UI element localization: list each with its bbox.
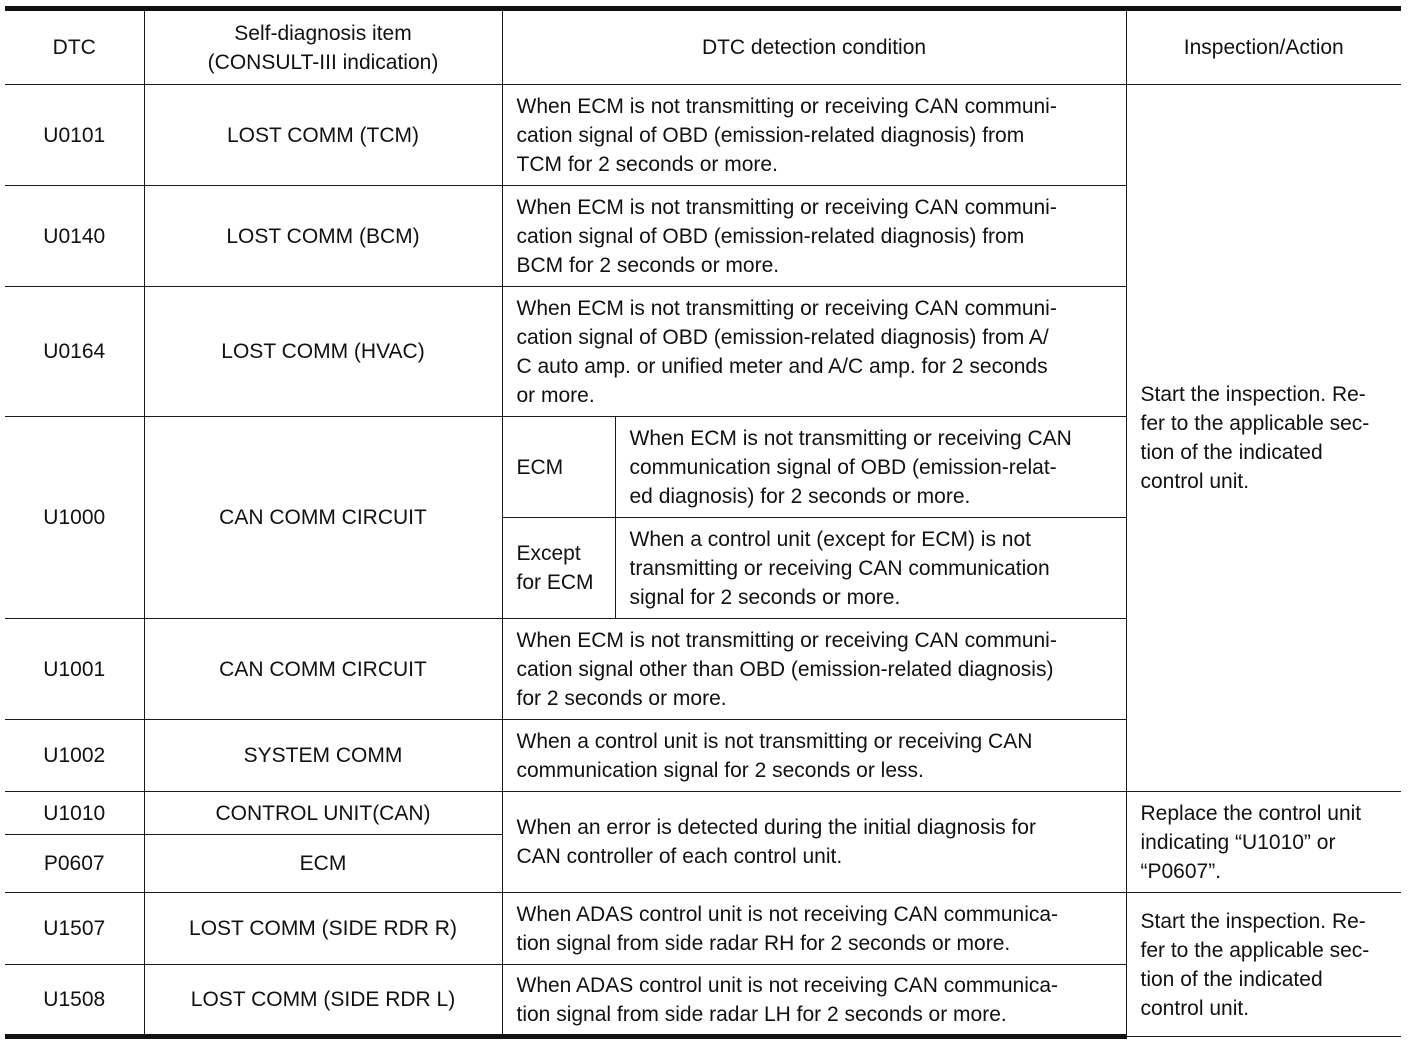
dtc-code: U1001 <box>5 619 144 720</box>
diagnosis-item: CONTROL UNIT(CAN) <box>144 792 502 835</box>
detection-condition: When ECM is not transmitting or receiving CAN communi- cation signal of OBD (emission-related diagnosis) from BCM for 2 seconds or more. <box>502 186 1126 287</box>
dtc-code: U1508 <box>5 965 144 1037</box>
dtc-code: U0140 <box>5 186 144 287</box>
dtc-code: U1010 <box>5 792 144 835</box>
detection-condition: When ECM is not transmitting or receiving CAN communi- cation signal other than OBD (emission-related diagnosis) for 2 seconds or more. <box>502 619 1126 720</box>
inspection-action: Start the inspection. Re- fer to the applicable sec- tion of the indicated control unit. <box>1126 893 1401 1037</box>
diagnosis-item: LOST COMM (TCM) <box>144 85 502 186</box>
detection-condition: When a control unit is not transmitting or receiving CAN communication signal for 2 seconds or less. <box>502 720 1126 792</box>
detection-condition: When ECM is not transmitting or receiving CAN communication signal of OBD (emission-relat- ed diagnosis) for 2 seconds or more. <box>615 417 1126 518</box>
header-inspection-action: Inspection/Action <box>1126 9 1401 85</box>
dtc-code: U1000 <box>5 417 144 619</box>
inspection-action: Start the inspection. Re- fer to the applicable sec- tion of the indicated control unit. <box>1126 85 1401 792</box>
sub-unit-label: Except for ECM <box>502 518 615 619</box>
detection-condition: When ADAS control unit is not receiving CAN communica- tion signal from side radar LH for 2 seconds or more. <box>502 965 1126 1037</box>
diagnosis-item: LOST COMM (SIDE RDR R) <box>144 893 502 965</box>
inspection-action: Replace the control unit indicating “U1010” or “P0607”. <box>1126 792 1401 893</box>
header-dtc: DTC <box>5 9 144 85</box>
dtc-table <box>5 6 1401 1039</box>
header-self-diagnosis-item: Self-diagnosis item (CONSULT-III indication) <box>144 9 502 85</box>
detection-condition: When ECM is not transmitting or receiving CAN communi- cation signal of OBD (emission-related diagnosis) from TCM for 2 seconds or more. <box>502 85 1126 186</box>
diagnosis-item: LOST COMM (SIDE RDR L) <box>144 965 502 1037</box>
header-detection-condition: DTC detection condition <box>502 9 1126 85</box>
diagnosis-item: SYSTEM COMM <box>144 720 502 792</box>
detection-condition: When a control unit (except for ECM) is not transmitting or receiving CAN communication signal for 2 seconds or more. <box>615 518 1126 619</box>
table-row <box>5 893 1401 965</box>
diagnosis-item: CAN COMM CIRCUIT <box>144 619 502 720</box>
dtc-code: U0101 <box>5 85 144 186</box>
table-row <box>5 85 1401 186</box>
header-row <box>5 9 1401 85</box>
table-row <box>5 792 1401 835</box>
dtc-code: U1002 <box>5 720 144 792</box>
detection-condition: When ADAS control unit is not receiving CAN communica- tion signal from side radar RH for 2 seconds or more. <box>502 893 1126 965</box>
sub-unit-label: ECM <box>502 417 615 518</box>
diagnosis-item: CAN COMM CIRCUIT <box>144 417 502 619</box>
detection-condition: When an error is detected during the initial diagnosis for CAN controller of each control unit. <box>502 792 1126 893</box>
dtc-code: P0607 <box>5 835 144 893</box>
diagnosis-item: LOST COMM (BCM) <box>144 186 502 287</box>
dtc-code: U1507 <box>5 893 144 965</box>
dtc-code: U0164 <box>5 287 144 417</box>
diagnosis-item: LOST COMM (HVAC) <box>144 287 502 417</box>
detection-condition: When ECM is not transmitting or receiving CAN communi- cation signal of OBD (emission-related diagnosis) from A/ C auto amp. or unified meter and A/C amp. for 2 seconds or more. <box>502 287 1126 417</box>
diagnosis-item: ECM <box>144 835 502 893</box>
